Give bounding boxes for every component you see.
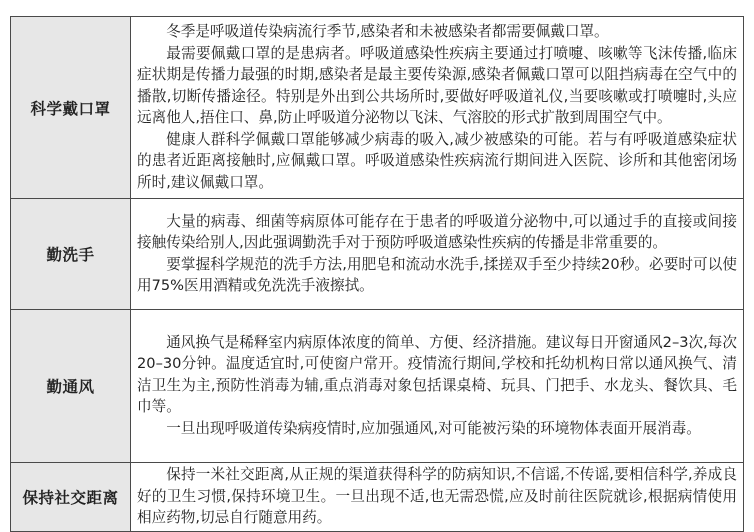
paragraph: 一旦出现呼吸道传染病疫情时,应加强通风,对可能被污染的环境物体表面开展消毒。 — [166, 419, 701, 437]
paragraph: 要掌握科学规范的洗手方法,用肥皂和流动水洗手,揉搓双手至少持续20秒。必要时可以使用75%医用酒精或免洗洗手液擦拭。 — [137, 255, 737, 294]
row-label: 保持社交距离 — [11, 463, 131, 532]
row-label: 科学戴口罩 — [11, 17, 131, 199]
table-row-social-distance — [11, 463, 744, 532]
row-content — [131, 199, 744, 310]
row-content — [131, 463, 744, 532]
paragraph: 保持一米社交距离,从正规的渠道获得科学的防病知识,不信谣,不传谣,要相信科学,养成良好的卫生习惯,保持环境卫生。一旦出现不适,也无需恐慌,应及时前往医院就诊,根据病情使用相应药物,切忌自行随意用药。 — [137, 466, 737, 526]
paragraph: 健康人群科学佩戴口罩能够减少病毒的吸入,减少被感染的可能。若与有呼吸道感染症状的患者近距离接触时,应佩戴口罩。呼吸道感染性疾病流行期间进入医院、诊所和其他密闭场所时,建议佩戴口罩。 — [137, 130, 737, 191]
table-row-wash-hands — [11, 199, 744, 310]
health-tips-table — [10, 16, 744, 532]
paragraph: 冬季是呼吸道传染病流行季节,感染者和未被感染者都需要佩戴口罩。 — [166, 23, 609, 40]
row-content — [131, 310, 744, 463]
paragraph: 最需要佩戴口罩的是患病者。呼吸道感染性疾病主要通过打喷嚏、咳嗽等飞沫传播,临床症状期是传播力最强的时期,感染者是最主要传染源,感染者佩戴口罩可以阻挡病毒在空气中的播散,切断传播途径。特别是外出到公共场所时,要做好呼吸道礼仪,当要咳嗽或打喷嚏时,头应远离他人,捂住口、鼻,防止呼吸道分泌物以飞沫、气溶胶的形式扩散到周围空气中。 — [137, 44, 737, 126]
row-label: 勤洗手 — [11, 199, 131, 310]
paragraph: 通风换气是稀释室内病原体浓度的简单、方便、经济措施。建议每日开窗通风2–3次,每次20–30分钟。温度适宜时,可使窗户常开。疫情流行期间,学校和托幼机构日常以通风换气、清洁卫生为主,预防性消毒为辅,重点消毒对象包括课桌椅、玩具、门把手、水龙头、餐饮具、毛巾等。 — [137, 333, 737, 416]
row-content — [131, 17, 744, 199]
table-row-wear-mask — [11, 17, 744, 199]
paragraph: 大量的病毒、细菌等病原体可能存在于患者的呼吸道分泌物中,可以通过手的直接或间接接触传染给别人,因此强调勤洗手对于预防呼吸道感染性疾病的传播是非常重要的。 — [137, 212, 737, 251]
table-row-ventilation — [11, 310, 744, 463]
row-label: 勤通风 — [11, 310, 131, 463]
